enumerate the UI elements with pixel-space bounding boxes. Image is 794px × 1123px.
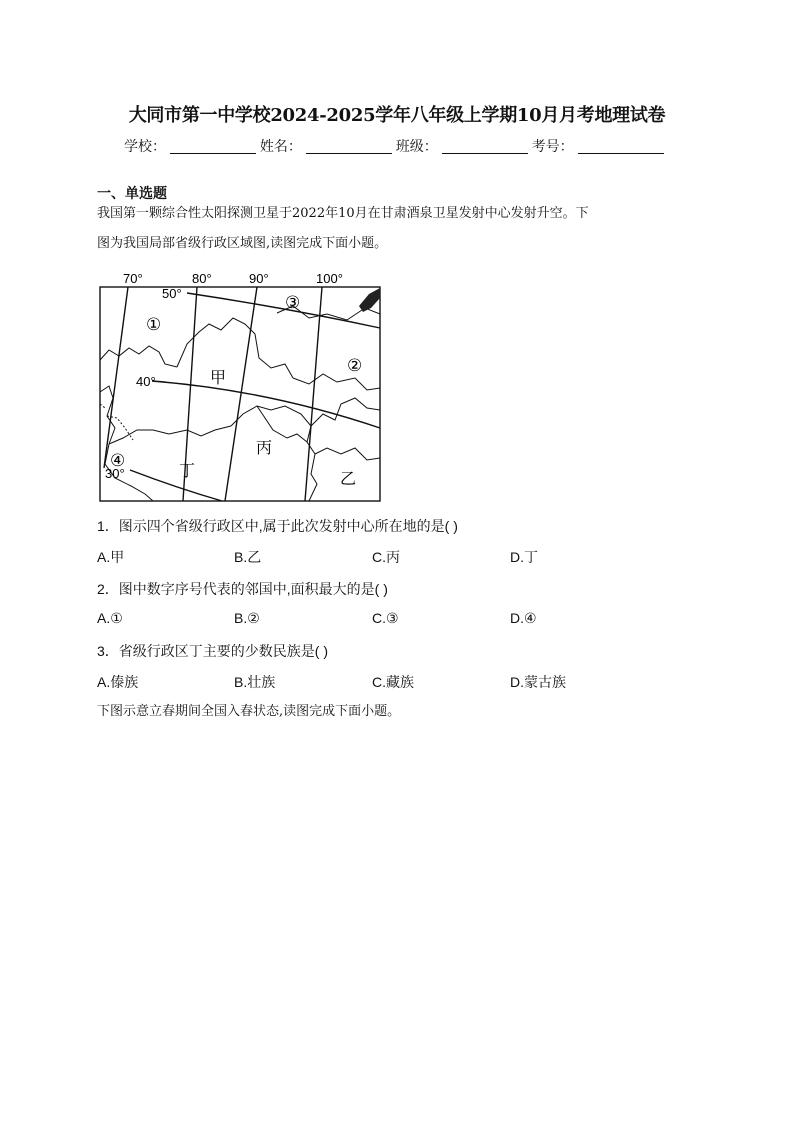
meridians [104,287,322,501]
class-label: 班级： [395,138,438,154]
school-blank[interactable] [170,139,256,154]
question-1-option-c[interactable]: C.丙 [372,549,400,565]
question-3-option-c[interactable]: C.藏族 [372,674,414,690]
exam-number-label: 考号： [531,138,574,154]
question-2-stem: 2．图中数字序号代表的邻国中,面积最大的是( ) [97,581,388,597]
question-3-option-a[interactable]: A.傣族 [97,674,139,690]
question-3-option-b[interactable]: B.壮族 [234,674,276,690]
province-label-jia: 甲 [210,370,227,387]
school-label: 学校： [124,138,166,154]
page-title: 大同市第一中学校2024-2025学年八年级上学期10月月考地理试卷 [128,105,666,126]
latitude-label-30: 30° [105,466,125,481]
intro-line-1: 我国第一颗综合性太阳探测卫星于2022年10月在甘肃酒泉卫星发射中心发射升空。下 [97,206,589,221]
question-3-stem: 3．省级行政区丁主要的少数民族是( ) [97,643,328,659]
country-marker-2: ② [347,356,363,375]
province-label-bing: 丙 [256,440,273,457]
country-marker-4: ④ [110,451,126,470]
longitude-label-70: 70° [123,271,143,286]
province-label-yi: 乙 [340,471,357,488]
country-marker-3: ③ [285,293,301,312]
question-1-stem: 1．图示四个省级行政区中,属于此次发射中心所在地的是( ) [97,518,458,534]
class-field [396,136,528,156]
province-map [97,268,387,504]
question-2-option-c[interactable]: C.③ [372,610,399,626]
exam-number-field [532,136,664,156]
section-title: 一、单选题 [97,186,167,202]
question-2-option-a[interactable]: A.① [97,610,123,626]
latitude-label-40: 40° [136,374,156,389]
name-label: 姓名： [259,138,302,154]
question-2-option-d[interactable]: D.④ [510,610,537,626]
intro-line-2: 图为我国局部省级行政区域图,读图完成下面小题。 [97,236,388,251]
province-label-ding: 丁 [179,463,196,480]
question-1-option-d[interactable]: D.丁 [510,549,538,565]
student-info-row [124,136,664,156]
longitude-label-80: 80° [192,271,212,286]
intro-paragraph-2: 下图示意立春期间全国入春状态,读图完成下面小题。 [97,704,401,719]
latitude-label-50: 50° [162,286,182,301]
question-3-option-d[interactable]: D.蒙古族 [510,674,566,690]
class-blank[interactable] [442,139,528,154]
name-blank[interactable] [306,139,392,154]
longitude-label-100: 100° [316,271,343,286]
question-1-option-a[interactable]: A.甲 [97,549,125,565]
question-2-option-b[interactable]: B.② [234,610,260,626]
school-field [124,136,256,156]
question-1-option-b[interactable]: B.乙 [234,549,262,565]
parallels [130,293,380,501]
name-field [260,136,392,156]
intro-paragraph [97,199,707,259]
country-marker-1: ① [146,315,162,334]
longitude-label-90: 90° [249,271,269,286]
exam-number-blank[interactable] [578,139,664,154]
lake-shape [359,288,380,312]
